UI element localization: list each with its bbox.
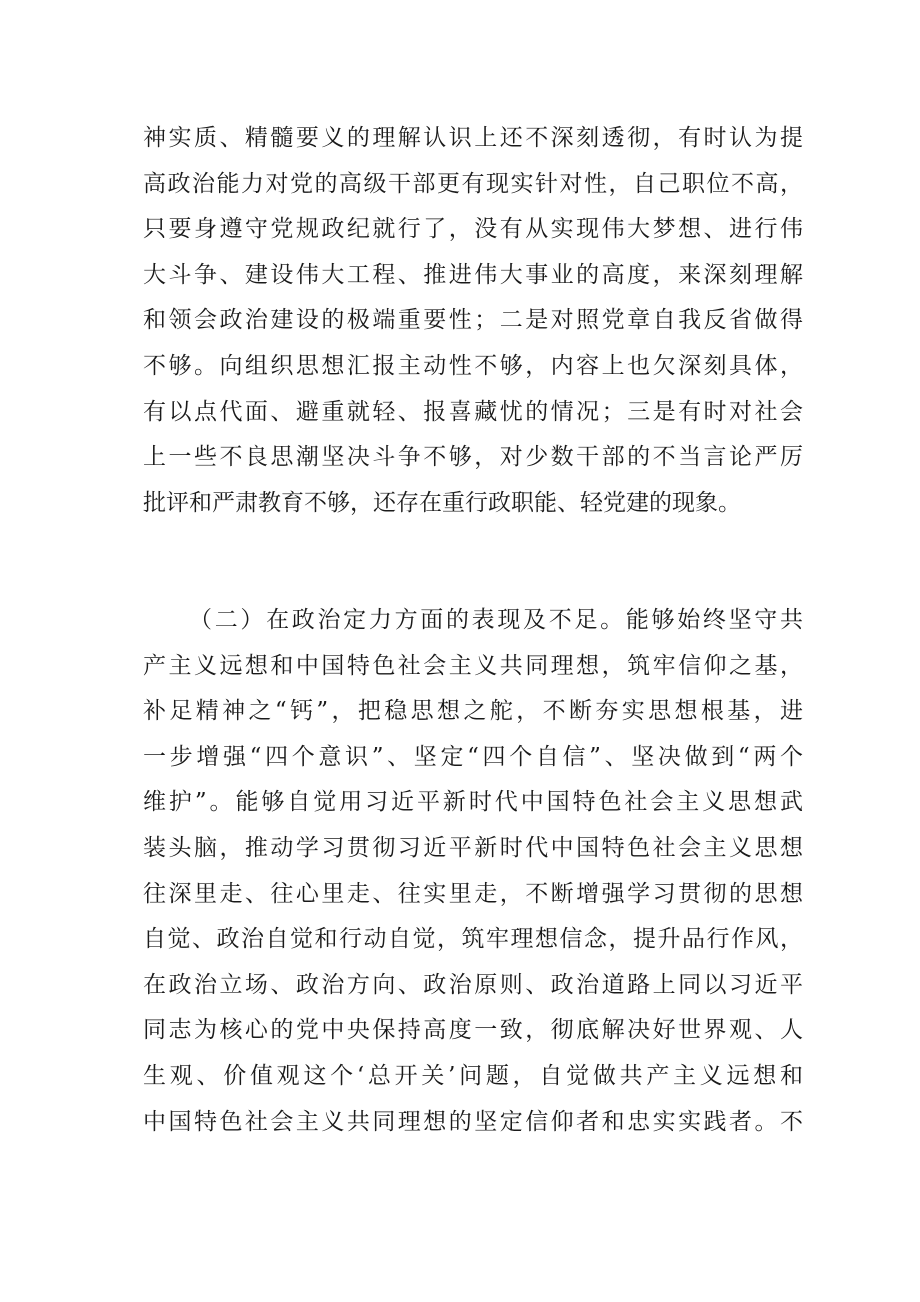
- text-line: 神实质、精髓要义的理解认识上还不深刻透彻，有时认为提: [143, 125, 803, 151]
- text-line: 生观、价值观这个‘总开关’问题，自觉做共产主义远想和: [143, 1062, 803, 1089]
- text-line: 产主义远想和中国特色社会主义共同理想，筑牢信仰之基，: [143, 652, 803, 679]
- text-line: 和领会政治建设的极端重要性；二是对照党章自我反省做得: [143, 307, 803, 334]
- text-line: 装头脑，推动学习贯彻习近平新时代中国特色社会主义思想: [143, 834, 803, 861]
- text-line: 批评和严肃教育不够，还存在重行政职能、轻党建的现象。: [143, 489, 741, 516]
- text-line: 一步增强“四个意识”、坚定“四个自信”、坚决做到“两个: [143, 743, 803, 770]
- text-line: 高政治能力对党的高级干部更有现实针对性，自己职位不高，: [143, 170, 803, 197]
- text-line: 只要身遵守党规政纪就行了，没有从实现伟大梦想、进行伟: [143, 216, 803, 243]
- text-line: 在政治立场、政治方向、政治原则、政治道路上同以习近平: [143, 971, 803, 998]
- text-line: 同志为核心的党中央保持高度一致，彻底解决好世界观、人: [143, 1017, 803, 1044]
- text-line: 上一些不良思潮坚决斗争不够，对少数干部的不当言论严厉: [143, 444, 803, 471]
- text-line: 维护”。能够自觉用习近平新时代中国特色社会主义思想武: [143, 789, 803, 816]
- text-line: 往深里走、往心里走、往实里走，不断增强学习贯彻的思想: [143, 880, 803, 907]
- text-line: 大斗争、建设伟大工程、推进伟大事业的高度，来深刻理解: [143, 261, 803, 288]
- text-line: 自觉、政治自觉和行动自觉，筑牢理想信念，提升品行作风，: [143, 926, 803, 953]
- text-line: 补足精神之“钙”，把稳思想之舵，不断夯实思想根基，进: [143, 698, 803, 725]
- paragraph-political-resolve: [143, 598, 803, 1145]
- section-heading-line: （二）在政治定力方面的表现及不足。能够始终坚守共: [189, 607, 803, 633]
- text-line: 不够。向组织思想汇报主动性不够，内容上也欠深刻具体，: [143, 352, 803, 379]
- text-line: 有以点代面、避重就轻、报喜藏忧的情况；三是有时对社会: [143, 398, 803, 425]
- paragraph-political-ability-shortcomings: [143, 116, 803, 526]
- text-line: 中国特色社会主义共同理想的坚定信仰者和忠实实践者。不: [143, 1108, 803, 1135]
